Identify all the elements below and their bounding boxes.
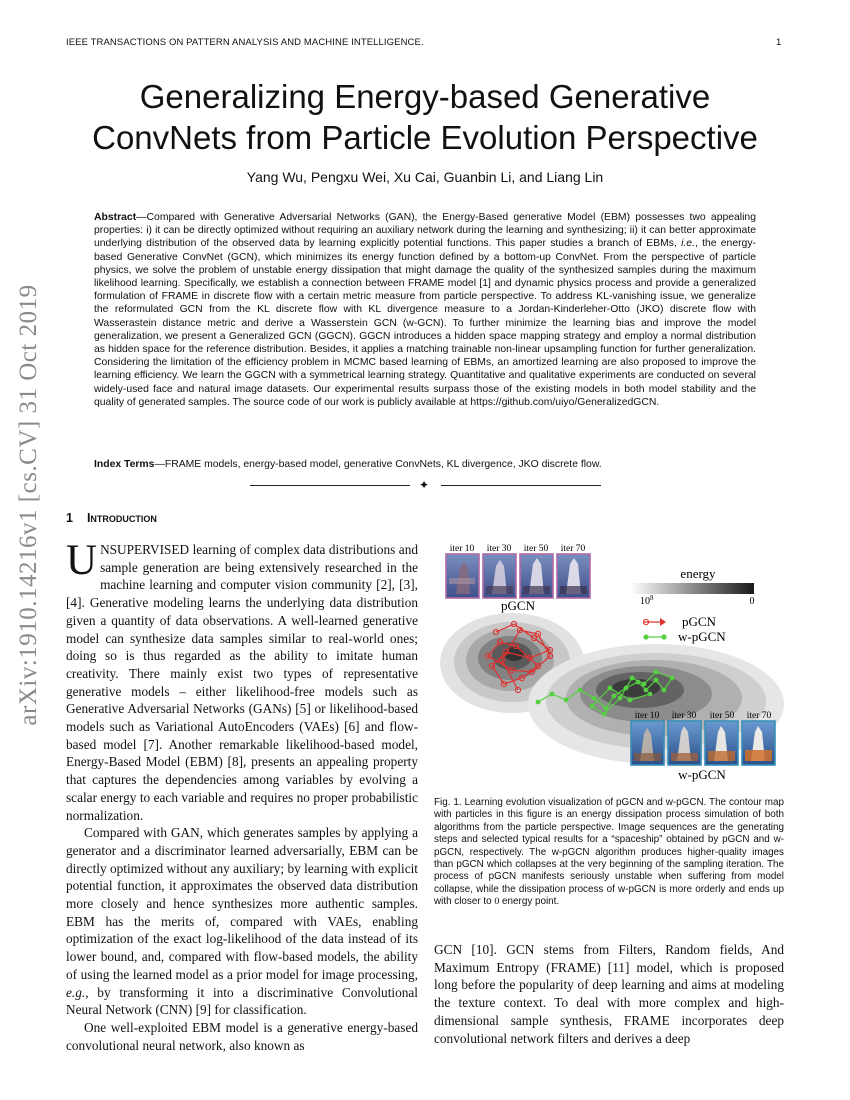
colorbar-min-label: $10^8$ bbox=[640, 594, 654, 607]
divider-right bbox=[441, 485, 601, 486]
intro-text-2b: , by transforming it into a discriminative Convolutional Neural Network (CNN) [9] for classification. bbox=[66, 984, 418, 1018]
legend-w-pgcn-label: w-pGCN bbox=[678, 629, 726, 644]
pgcn-thumb-2 bbox=[483, 554, 516, 598]
intro-sc-word: NSUPERVISED bbox=[100, 542, 190, 557]
intro-right-column bbox=[434, 941, 784, 1047]
figure-1-graphic bbox=[434, 538, 784, 790]
caption-end: energy point. bbox=[499, 896, 560, 908]
paper-title bbox=[60, 76, 790, 158]
w-pgcn-thumb-label-3: iter 50 bbox=[709, 711, 735, 721]
drop-cap: U bbox=[66, 537, 98, 584]
intro-text-2a: Compared with GAN, which generates samples by applying a generator and a discriminator learned adversarially, EBM can be directly optimized without any auxiliary; by learning with explicit potential function, it approximates the observed data distribution more closely and hence synthesizes more authentic samples. EBM has the merits of, compared with VAEs, enabling optimization of the exact log-likelihood of the data instead of its lower bound, and, compared with flow-based models, the ability of using the learned model as a prior model for image processing, bbox=[66, 825, 418, 982]
abstract-text-2: , the energy-based Generative ConvNet (GCN), which minimizes its energy function defined by a bottom-up ConvNet. From the perspective of particle physics, we solve the problem of unstable energy dissipation that might damage the quality of the synthesized samples during the maximum likelihood learning. Specifically, we establish a connection between FRAME model [1] and dynamic physics process and provide a generalized formulation of FRAME in discrete flow with a certain metric measure from particle perspective. To address KL-vanishing issue, we generalize the reformulated GCN from the KL discrete flow with KL divergence measure to a Jordan-Kinderleher-Otto (JKO) discrete flow with Wasserastein distance metric and derive a Wasserstein GCN (w-GCN). To further minimize the learning bias and improve the model generalization, we present a Generalized GCN (GGCN). GGCN introduces a hidden space mapping strategy and employ a normal distribution as hidden space for the reference distribution. Besides, it applies a matching trainable non-linear upsampling function for further generalization. Considering the limitation of the efficiency problem in MCMC based learning of EBMs, an amortized learning are also proposed to improve the learning efficiency. We learn the GGCN with a symmetrical learning strategy. Quantitative and qualitative experiments are conducted on several widely-used face and natural image datasets. Our experimental results surpass those of the existing models in both model stability and the quality of generated samples. The source code of our work is publicly available at https://github.com/uiyo/GeneralizedGCN. bbox=[94, 238, 756, 408]
pgcn-thumbnails bbox=[446, 544, 590, 613]
caption-zero: 0 bbox=[494, 896, 500, 908]
energy-colorbar bbox=[630, 566, 755, 607]
w-pgcn-thumb-3 bbox=[705, 721, 738, 765]
running-head: IEEE TRANSACTIONS ON PATTERN ANALYSIS AND MACHINE INTELLIGENCE. bbox=[66, 37, 424, 48]
intro-paragraph-1 bbox=[66, 537, 418, 824]
arxiv-stamp bbox=[6, 284, 52, 726]
w-pgcn-thumb-label-1: iter 10 bbox=[634, 711, 660, 721]
colorbar-title: energy bbox=[680, 566, 716, 581]
title-line-1: Generalizing Energy-based Generative bbox=[139, 78, 711, 115]
pgcn-thumb-label-2: iter 30 bbox=[486, 544, 512, 554]
figure-legend bbox=[643, 614, 726, 644]
figure-1 bbox=[434, 538, 784, 790]
abstract-ie: i.e. bbox=[681, 238, 695, 250]
w-pgcn-thumb-1 bbox=[631, 721, 664, 765]
pgcn-thumb-3 bbox=[520, 554, 553, 598]
pgcn-thumb-label-3: iter 50 bbox=[523, 544, 549, 554]
intro-eg: e.g. bbox=[66, 984, 86, 1000]
intro-left-column bbox=[66, 537, 418, 1054]
w-pgcn-thumb-label-4: iter 70 bbox=[746, 711, 772, 721]
right-column-paragraph: GCN [10]. GCN stems from Filters, Random fields, And Maximum Entropy (FRAME) [11] model, which is proposed long before the popularity of deep learning and aims at modeling the texture context. To deal with more complex and high-dimensional sample synthesis, FRAME incorporates deep convolutional network filters and derives a deep bbox=[434, 942, 784, 1046]
section-number: 1 bbox=[66, 511, 73, 525]
pgcn-thumbnails-caption: pGCN bbox=[501, 598, 535, 613]
caption-label: Fig. 1. bbox=[434, 797, 462, 808]
caption-text: Learning evolution visualization of pGCN and w-pGCN. The contour map with particles in this figure is an energy dissipation process simulation of both algorithms from the particle perspective. Image sequences are the generating steps and selected typical results for a “spaceship” obtained by pGCN and w-pGCN, respectively. The w-pGCN algorithm produces higher-quality images than pGCN which collapses at the very beginning of the sampling iteration. The process of pGCN manifests seriously unstable when suffering from model collapse, while the dissipation process of w-pGCN is more orderly and ends up with closer to bbox=[434, 797, 784, 908]
arxiv-stamp-text: arXiv:1910.14216v1 [cs.CV] 31 Oct 2019 bbox=[15, 284, 42, 726]
w-pgcn-thumb-2 bbox=[668, 721, 701, 765]
page-number: 1 bbox=[776, 37, 782, 48]
abstract-text-1: —Compared with Generative Adversarial Networks (GAN), the Energy-Based generative Model (EBM) possesses two appealing properties: i) it can be directly optimized without requiring an auxiliary network during the learning and synthesizing; ii) it can better approximate underlying distribution of the observed data by learning explicitly potential functions. This paper studies a branch of EBMs, bbox=[94, 212, 756, 250]
colorbar-max-label: 0 bbox=[749, 596, 755, 607]
intro-paragraph-2 bbox=[66, 824, 418, 1019]
title-line-2: ConvNets from Particle Evolution Perspective bbox=[92, 119, 758, 156]
index-terms-label: Index Terms bbox=[94, 459, 155, 470]
divider-left bbox=[250, 485, 410, 486]
w-pgcn-thumbnails-caption: w-pGCN bbox=[678, 767, 726, 782]
index-terms-text: —FRAME models, energy-based model, generative ConvNets, KL divergence, JKO discrete flow. bbox=[154, 459, 602, 470]
pgcn-thumb-label-1: iter 10 bbox=[449, 544, 475, 554]
abstract bbox=[94, 211, 756, 409]
section-title: Introduction bbox=[86, 511, 157, 525]
pgcn-thumb-4 bbox=[557, 554, 590, 598]
pgcn-thumb-label-4: iter 70 bbox=[560, 544, 586, 554]
pgcn-thumb-1 bbox=[446, 554, 479, 598]
w-pgcn-thumb-label-2: iter 30 bbox=[671, 711, 697, 721]
author-list: Yang Wu, Pengxu Wei, Xu Cai, Guanbin Li, and Liang Lin bbox=[246, 169, 604, 185]
abstract-label: Abstract bbox=[94, 212, 137, 223]
legend-pgcn bbox=[643, 614, 716, 629]
divider-diamond-icon: ✦ bbox=[419, 478, 430, 492]
legend-w-pgcn bbox=[643, 629, 726, 644]
legend-pgcn-label: pGCN bbox=[682, 614, 716, 629]
figure-1-caption bbox=[434, 797, 784, 909]
intro-paragraph-3: One well-exploited EBM model is a generative energy-based convolutional neural network, also known as bbox=[66, 1019, 418, 1053]
index-terms bbox=[94, 458, 756, 471]
section-heading bbox=[66, 511, 157, 525]
w-pgcn-thumb-4 bbox=[742, 721, 775, 765]
intro-text-1: learning of complex data distributions and sample generation are being extensively researched in the machine learning and computer vision community [2], [3], [4]. Generative modeling learns the underlying data distribution given a quantity of data observations. A well-learned generative model can synthesize data samples similar to real-world ones; doing so is thus regarded as the ability to imitate human creativity. There mainly exist two types of representative generative models – either likelihood-free models such as Generative Adversarial Networks (GANs) [5] or likelihood-based models such as Variational AutoEncoders (VAEs) [6] and flow-based model [7]. Another remarkable likelihood-based model, Energy-Based Model (EBM) [8], presents an appealing property that captures the dependencies among variables by evolving a scalar energy to each variable and requires no proper probabilistic normalization. bbox=[66, 542, 418, 823]
